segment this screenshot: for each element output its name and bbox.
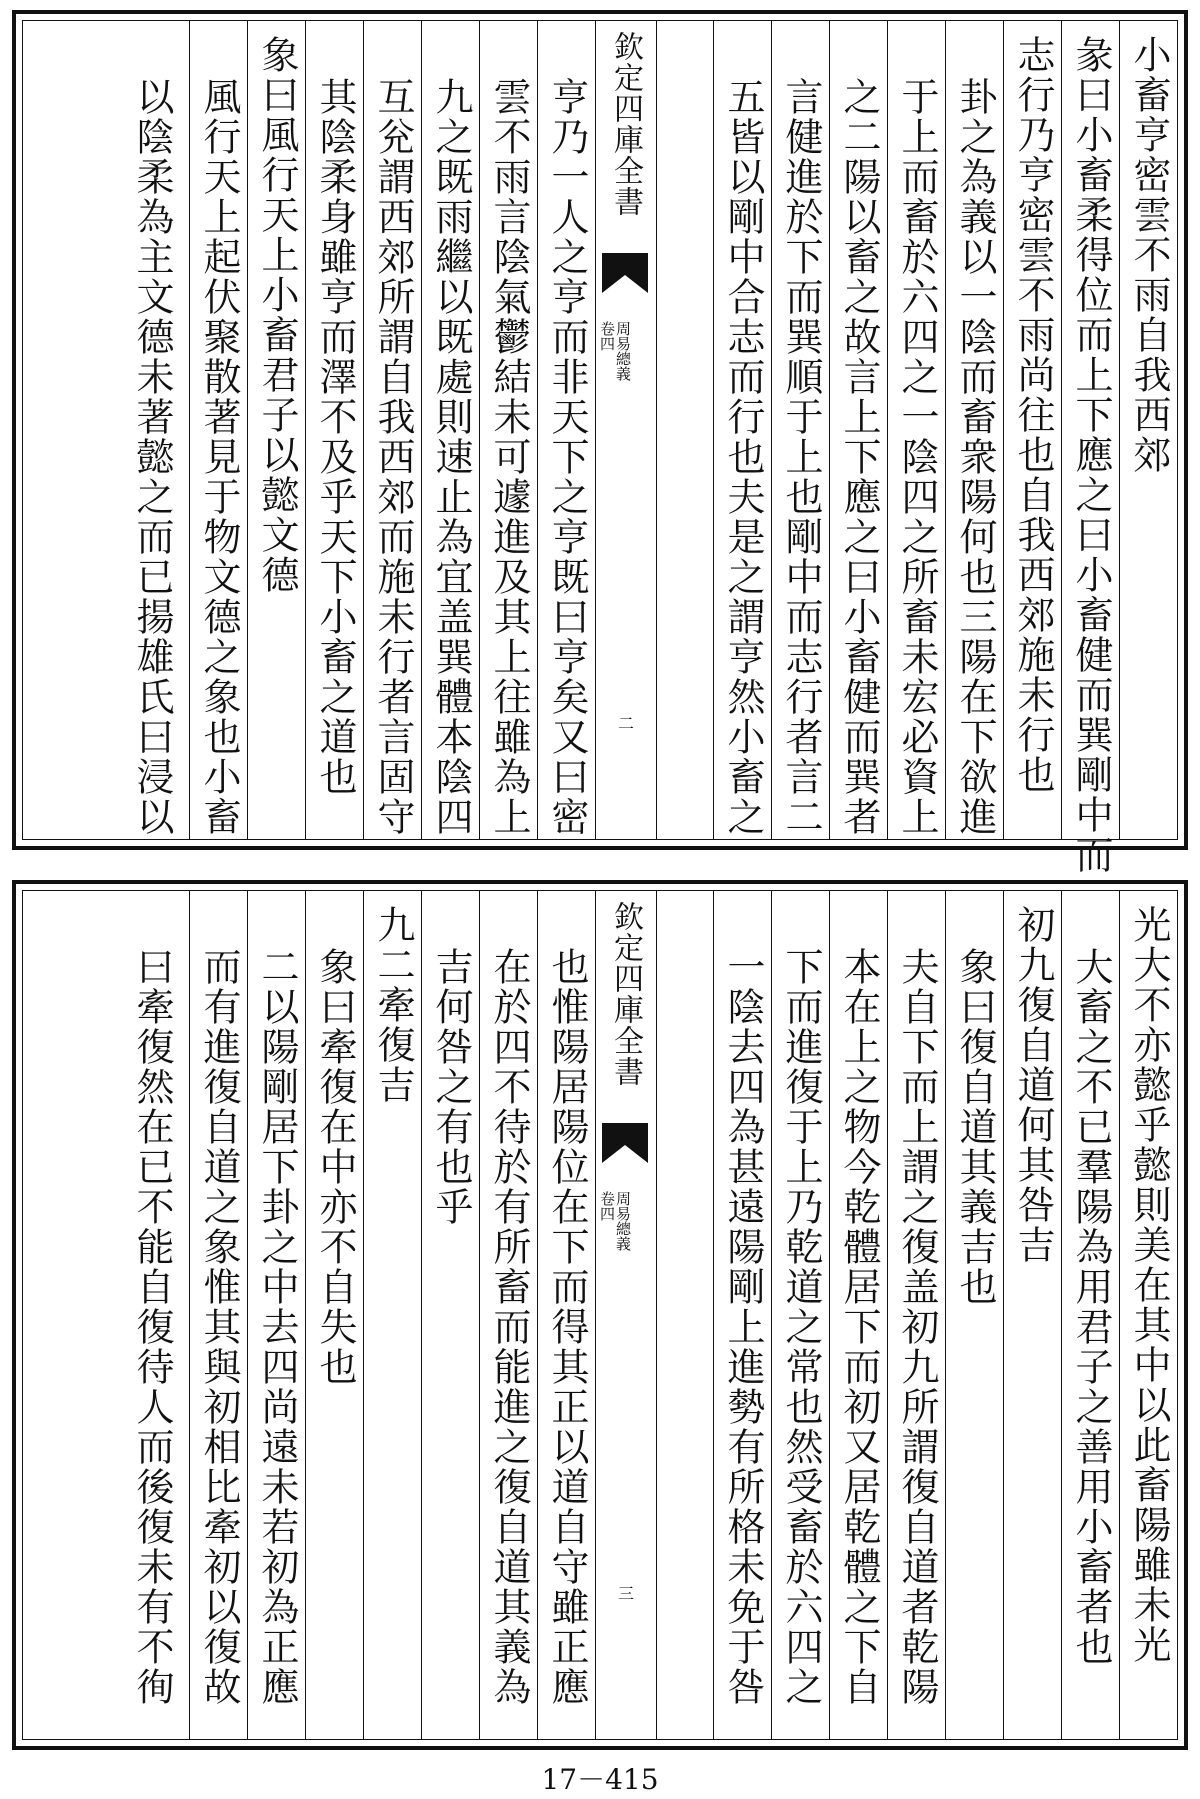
text-column <box>189 21 248 839</box>
text-column <box>713 21 772 839</box>
text-column <box>1003 21 1062 839</box>
column-text: 在於四不待於有所畜而能進之復自道其義為 <box>487 947 531 1707</box>
fishtail-mark-icon <box>602 1123 648 1163</box>
text-column <box>829 891 888 1739</box>
text-column <box>23 21 189 839</box>
column-text: 夫自下而上謂之復盖初九所謂復自道者乾陽 <box>895 947 939 1707</box>
text-column <box>305 21 364 839</box>
text-column <box>887 21 946 839</box>
column-text: 雲不雨言陰氣鬱結未可遽進及其上往雖為上 <box>487 77 531 837</box>
column-text: 吉何咎之有也乎 <box>429 947 473 1227</box>
column-text: 小畜亨密雲不雨自我西郊 <box>1127 35 1171 475</box>
text-column <box>945 891 1004 1739</box>
column-text: 之二陽以畜之故言上下應之曰小畜健而巽者 <box>837 77 881 837</box>
text-column <box>305 891 364 1739</box>
text-column <box>363 21 422 839</box>
column-text: 而有進復自道之象惟其與初相比牽初以復故 <box>197 947 241 1707</box>
column-text: 風行天上起伏聚散著見于物文德之象也小畜 <box>197 77 241 837</box>
column-text: 言健進於下而巽順于上也剛中而志行者言二 <box>779 77 823 837</box>
text-column <box>771 891 830 1739</box>
lower-page <box>12 880 1188 1750</box>
text-column <box>945 21 1004 839</box>
column-text: 曰牽復然在已不能自復待人而後復未有不徇 <box>130 947 174 1707</box>
text-column <box>1061 891 1120 1739</box>
book-series-title: 欽定四庫全書 <box>608 901 643 1087</box>
column-text: 下而進復于上乃乾道之常也然受畜於六四之 <box>779 947 823 1707</box>
upper-page-frame <box>22 20 1178 875</box>
text-column <box>1061 21 1120 875</box>
column-text: 光大不亦懿乎懿則美在其中以此畜陽雖未光 <box>1127 905 1171 1665</box>
text-column <box>537 21 596 839</box>
volume-label: 卷四 <box>598 1191 616 1221</box>
column-text: 象曰風行天上小畜君子以懿文德 <box>255 35 299 595</box>
text-column <box>247 891 306 1739</box>
column-text: 九之既雨繼以既處則速止為宜盖巽體本陰四 <box>429 77 473 837</box>
column-text: 卦之為義以一陰而畜衆陽何也三陽在下欲進 <box>953 77 997 837</box>
text-column <box>23 891 189 1739</box>
leaf-number: 三 <box>618 1584 635 1603</box>
page-footer-number: 17－415 <box>541 1763 659 1796</box>
text-column <box>829 21 888 839</box>
column-text: 大畜之不已羣陽為用君子之善用小畜者也 <box>1069 947 1113 1667</box>
book-title: 周易總義 <box>614 1191 632 1251</box>
column-text: 互兊謂西郊所謂自我西郊而施未行者言固守 <box>371 77 415 837</box>
text-column <box>363 891 422 1739</box>
text-column <box>887 891 946 1739</box>
column-text: 初九復自道何其咎吉 <box>1011 905 1055 1265</box>
column-text: 亨乃一人之亨而非天下之亨既曰亨矣又曰密 <box>545 77 589 837</box>
column-text: 一陰去四為甚遠陽剛上進勢有所格未免于咎 <box>721 947 765 1707</box>
column-text: 二以陽剛居下卦之中去四尚遠未若初為正應 <box>255 947 299 1707</box>
column-text: 于上而畜於六四之一陰四之所畜未宏必資上 <box>895 77 939 837</box>
column-text: 以陰柔為主文德未著懿之而已揚雄氏曰浸以 <box>130 77 174 837</box>
column-text: 其陰柔身雖亨而澤不及乎天下小畜之道也 <box>313 77 357 797</box>
text-column <box>771 21 830 839</box>
volume-label: 卷四 <box>598 321 616 351</box>
book-series-title: 欽定四庫全書 <box>608 31 643 217</box>
column-text: 五皆以剛中合志而行也夫是之謂亨然小畜之 <box>721 77 765 837</box>
text-column <box>479 891 538 1739</box>
column-text: 志行乃亨密雲不雨尚往也自我西郊施未行也 <box>1011 35 1055 795</box>
text-column <box>1119 21 1178 839</box>
column-text: 九二牽復吉 <box>371 905 415 1105</box>
text-column <box>479 21 538 839</box>
lower-page-frame <box>22 890 1178 1740</box>
text-column <box>713 891 772 1739</box>
column-text: 彖曰小畜柔得位而上下應之曰小畜健而巽剛中而 <box>1069 35 1113 875</box>
column-text: 象曰牽復在中亦不自失也 <box>313 947 357 1387</box>
text-column <box>247 21 306 839</box>
fold-column <box>595 21 657 839</box>
fold-column <box>595 891 657 1739</box>
column-text: 也惟陽居陽位在下而得其正以道自守雖正應 <box>545 947 589 1707</box>
text-column <box>189 891 248 1739</box>
fishtail-mark-icon <box>602 253 648 293</box>
text-column <box>421 891 480 1739</box>
text-column <box>537 891 596 1739</box>
text-column <box>1119 891 1178 1739</box>
text-column <box>1003 891 1062 1739</box>
column-text: 本在上之物今乾體居下而初又居乾體之下自 <box>837 947 881 1707</box>
leaf-number: 二 <box>618 714 635 733</box>
upper-page <box>12 10 1188 875</box>
text-column <box>421 21 480 839</box>
column-text: 象曰復自道其義吉也 <box>953 947 997 1307</box>
book-title: 周易總義 <box>614 321 632 381</box>
